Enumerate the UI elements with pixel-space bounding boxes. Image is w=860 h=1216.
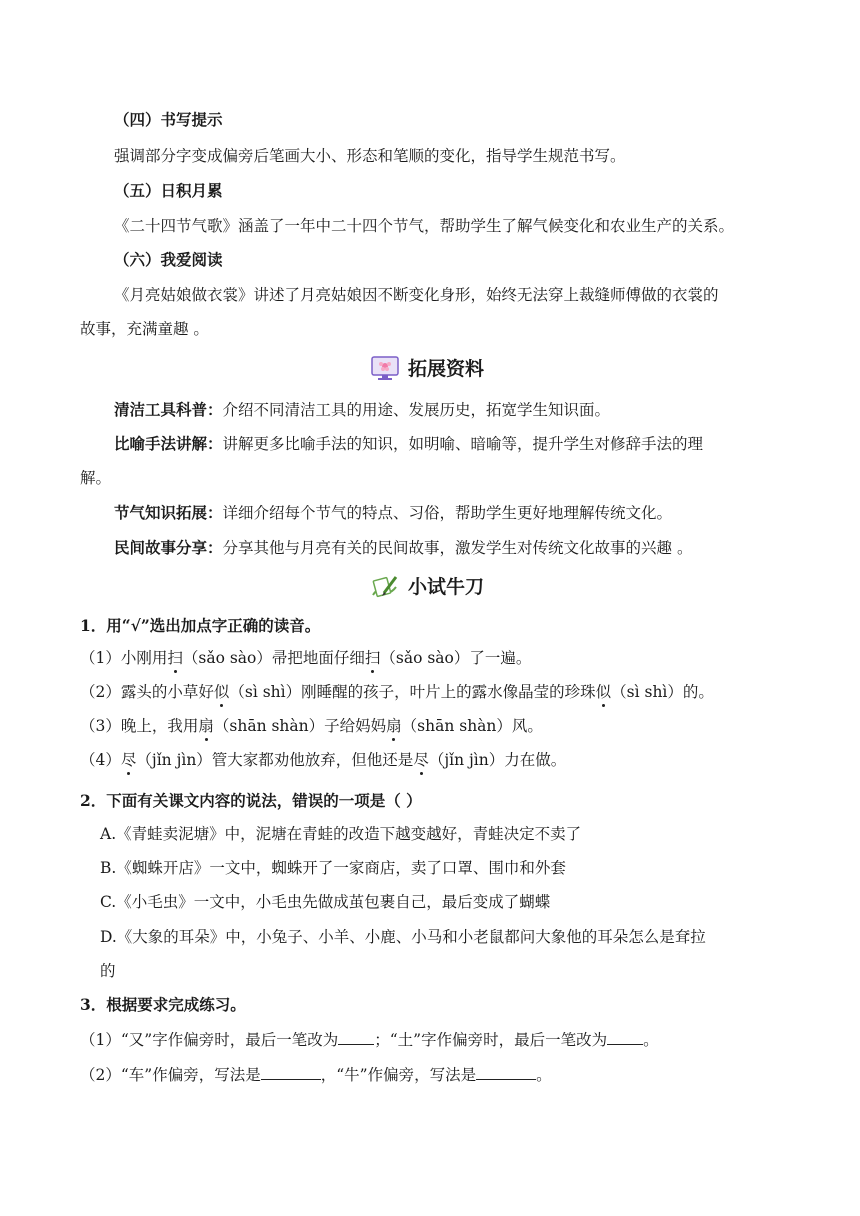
- dotted-char: 尽: [120, 751, 137, 769]
- q3-title: 3．根据要求完成练习。: [80, 995, 246, 1014]
- q1-item: [80, 682, 714, 702]
- q2-option-b: B.《蜘蛛开店》一文中，蜘蛛开了一家商店，卖了口罩、围巾和外套: [100, 859, 566, 877]
- section6-title: （六）我爱阅读: [114, 250, 223, 269]
- q3-text: （2）“车”作偏旁，写法是: [80, 1066, 261, 1084]
- dotted-char: 尽: [413, 751, 429, 769]
- extension-item: [114, 503, 672, 523]
- q3-text: 。: [643, 1031, 659, 1049]
- q1-text: （3）晚上，我用: [80, 717, 199, 735]
- extension-item-label: 节气知识拓展：: [114, 503, 223, 522]
- q1-text: （1）小刚用: [80, 649, 168, 667]
- q1-item: [80, 648, 531, 668]
- q1-text: （shān shàn）子给妈妈: [213, 717, 387, 735]
- q1-text: （4）: [80, 751, 121, 769]
- section4-text: 强调部分字变成偏旁后笔画大小、形态和笔顺的变化，指导学生规范书写。: [114, 147, 626, 165]
- q3-text: 。: [536, 1066, 552, 1084]
- dotted-char: 扇: [386, 717, 402, 735]
- q1-text: （sì shì）的。: [611, 683, 714, 701]
- q1-text: （sǎo sào）帚把地面仔细: [182, 649, 365, 667]
- extension-item: [114, 434, 703, 454]
- q3-text: （1）“又”字作偏旁时，最后一笔改为: [80, 1031, 339, 1049]
- answer-blank[interactable]: [338, 1030, 374, 1045]
- q2-option-c: C.《小毛虫》一文中，小毛虫先做成茧包裹自己，最后变成了蝴蝶: [100, 893, 551, 911]
- extension-item: [114, 538, 692, 558]
- extension-item: [114, 400, 610, 420]
- q1-item: [80, 716, 543, 736]
- dotted-char: 扫: [364, 649, 381, 667]
- section6-text-line1: 《月亮姑娘做衣裳》讲述了月亮姑娘因不断变化身形，始终无法穿上裁缝师傅做的衣裳的: [114, 286, 719, 304]
- q1-text: （sǎo sào）了一遍。: [380, 649, 532, 667]
- q3-text: ，“牛”作偏旁，写法是: [320, 1066, 477, 1084]
- pencil-notebook-icon: [370, 573, 400, 599]
- extension-item-text: 介绍不同清洁工具的用途、发展历史，拓宽学生知识面。: [222, 401, 611, 419]
- extension-item-cont: 解。: [80, 469, 112, 487]
- extension-heading: [370, 354, 484, 381]
- section4-title: （四）书写提示: [114, 110, 223, 129]
- extension-item-text: 详细介绍每个节气的特点、习俗，帮助学生更好地理解传统文化。: [222, 504, 673, 522]
- q2-option-d: D.《大象的耳朵》中，小兔子、小羊、小鹿、小马和小老鼠都问大象他的耳朵怎么是耷拉: [100, 928, 706, 946]
- practice-heading: [370, 572, 484, 599]
- answer-blank[interactable]: [607, 1030, 643, 1045]
- section5-title: （五）日积月累: [114, 181, 223, 200]
- extension-item-label: 清洁工具科普：: [114, 400, 223, 419]
- q1-text: （sì shì）刚睡醒的孩子，叶片上的露水像晶莹的珍珠: [229, 683, 596, 701]
- q1-text: （jǐn jìn）管大家都劝他放弃，但他还是: [136, 751, 414, 769]
- section5-text: 《二十四节气歌》涵盖了一年中二十四个节气，帮助学生了解气候变化和农业生产的关系。: [114, 217, 735, 235]
- q2-title: 2．下面有关课文内容的说法，错误的一项是（ ）: [80, 791, 422, 810]
- q1-item: [80, 750, 566, 770]
- extension-item-text: 讲解更多比喻手法的知识，如明喻、暗喻等，提升学生对修辞手法的理: [222, 435, 704, 453]
- q2-option-a: A.《青蛙卖泥塘》中，泥塘在青蛙的改造下越变越好，青蛙决定不卖了: [100, 825, 582, 843]
- section6-text-line2: 故事，充满童趣 。: [80, 320, 209, 338]
- extension-item-text: 分享其他与月亮有关的民间故事，激发学生对传统文化故事的兴趣 。: [222, 539, 693, 557]
- dotted-char: 扫: [167, 649, 183, 667]
- q1-text: （jǐn jìn）力在做。: [428, 751, 567, 769]
- dotted-char: 似: [595, 683, 612, 701]
- answer-blank[interactable]: [476, 1065, 536, 1080]
- screen-flower-icon: [370, 355, 400, 381]
- q3-item: [80, 1065, 552, 1085]
- q1-text: （shān shàn）风。: [401, 717, 543, 735]
- q3-text: ；“土”字作偏旁时，最后一笔改为: [374, 1031, 608, 1049]
- extension-item-label: 比喻手法讲解：: [114, 434, 223, 453]
- practice-title: 小试牛刀: [408, 576, 485, 598]
- q2-option-d-cont: 的: [100, 962, 116, 980]
- q1-title: 1．用“√”选出加点字正确的读音。: [80, 616, 321, 635]
- extension-item-label: 民间故事分享：: [114, 538, 223, 557]
- answer-blank[interactable]: [261, 1065, 321, 1080]
- q3-item: [80, 1030, 659, 1050]
- extension-title: 拓展资料: [408, 358, 485, 380]
- q1-text: （2）露头的小草好: [80, 683, 214, 701]
- dotted-char: 扇: [198, 717, 214, 735]
- dotted-char: 似: [213, 683, 230, 701]
